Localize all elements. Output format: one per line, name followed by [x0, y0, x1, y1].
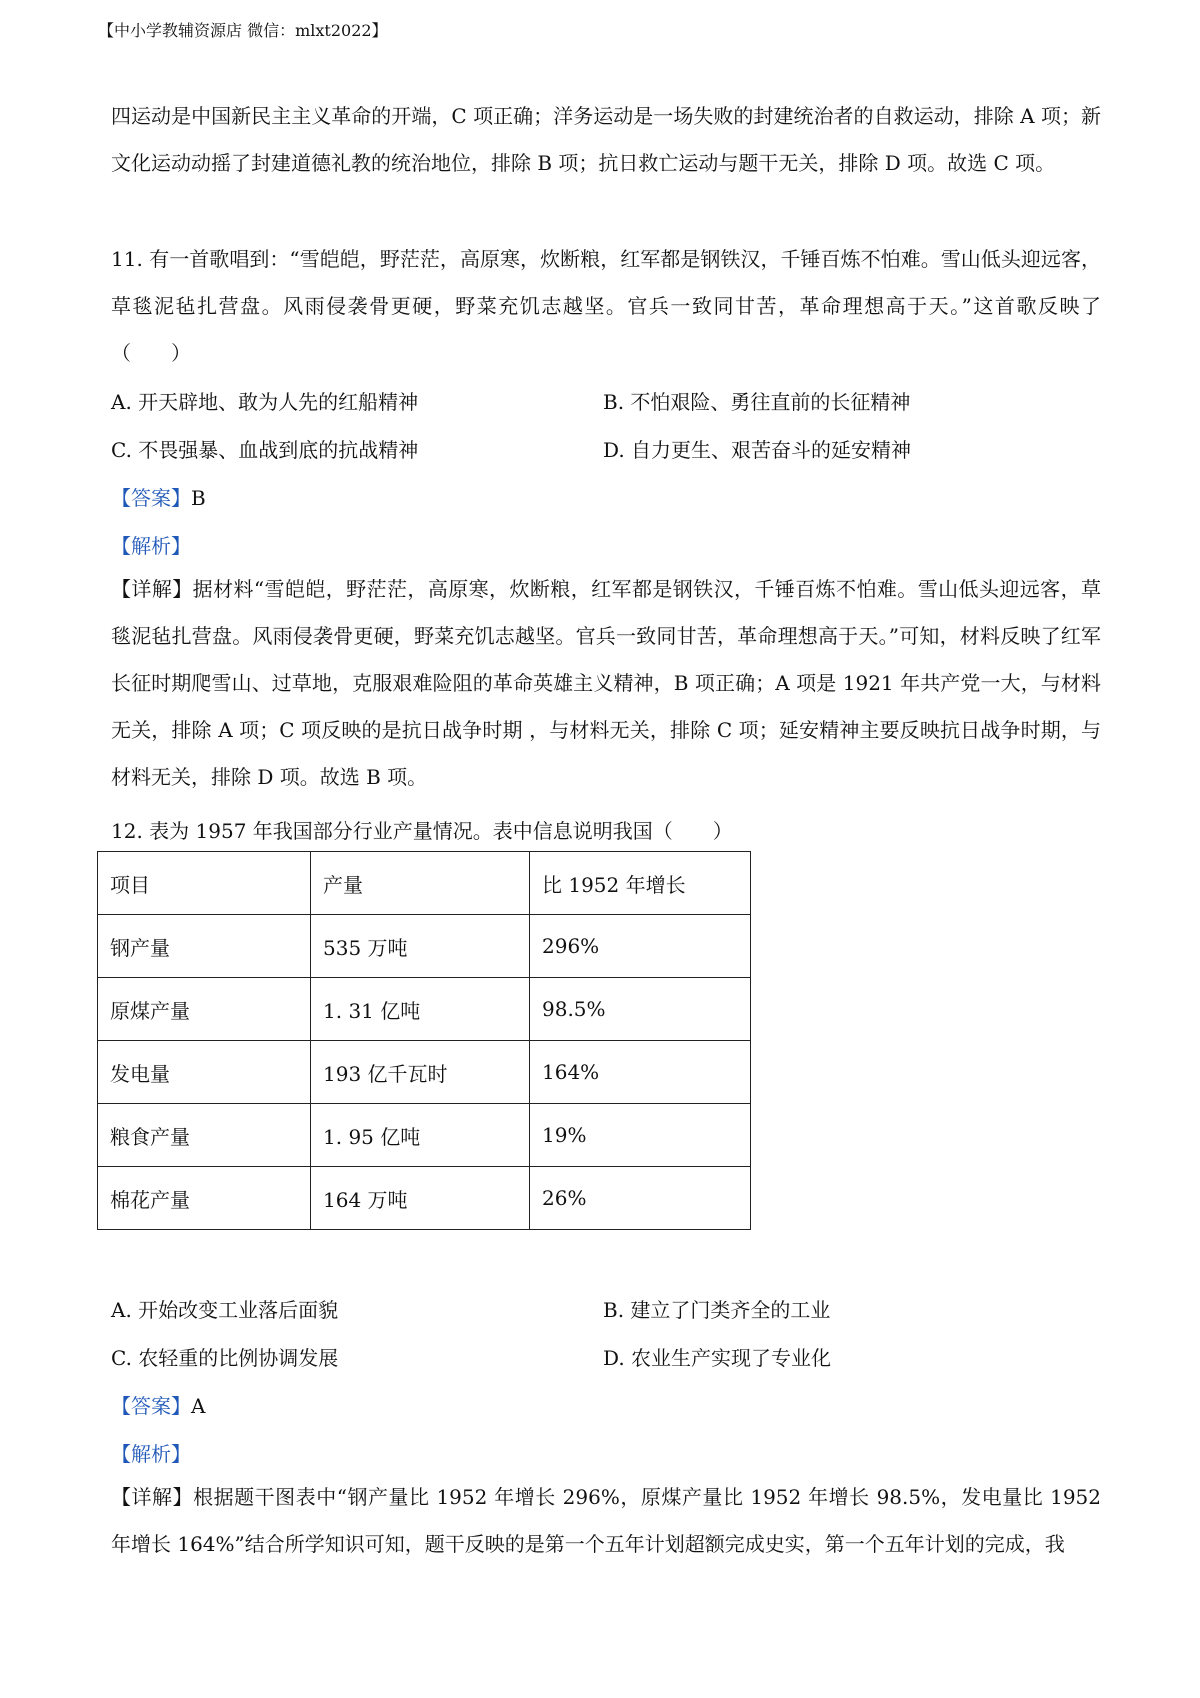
table-cell: 钢产量	[98, 915, 311, 978]
table-cell: 164 万吨	[311, 1167, 530, 1230]
q12-detail	[111, 1474, 1101, 1568]
table-cell: 19%	[530, 1104, 751, 1167]
table-row	[98, 1041, 751, 1104]
table-cell: 535 万吨	[311, 915, 530, 978]
table-cell: 比 1952 年增长	[530, 852, 751, 915]
q12-option-b: B. 建立了门类齐全的工业	[603, 1298, 831, 1322]
answer-value: A	[191, 1394, 206, 1418]
table-cell: 1. 31 亿吨	[311, 978, 530, 1041]
q12-option-d: D. 农业生产实现了专业化	[603, 1346, 832, 1370]
q12-stem: 12. 表为 1957 年我国部分行业产量情况。表中信息说明我国（ ）	[111, 819, 733, 843]
table-cell: 原煤产量	[98, 978, 311, 1041]
q11-option-c: C. 不畏强暴、血战到底的抗战精神	[111, 438, 419, 462]
detail-label: 【详解】	[111, 1485, 194, 1509]
table-row	[98, 1104, 751, 1167]
detail-label: 【详解】	[111, 577, 193, 601]
q12-analysis-label: 【解析】	[111, 1442, 191, 1466]
table-row	[98, 915, 751, 978]
detail-text: 据材料“雪皑皑，野茫茫，高原寒，炊断粮，红军都是钢铁汉，千锤百炼不怕难。雪山低头迎远客，草毯泥毡扎营盘。风雨侵袭骨更硬，野菜充饥志越坚。官兵一致同甘苦，革命理想高于天。”可知，材料反映了红军长征时期爬雪山、过草地，克服艰难险阻的革命英雄主义精神，B 项正确；A 项是 1921 年共产党一大，与材料无关，排除 A 项；C 项反映的是抗日战争时期 ，与材料无关，排除 C 项；延安精神主要反映抗日战争时期，与材料无关，排除 D 项。故选 B 项。	[111, 577, 1101, 789]
table-cell: 1. 95 亿吨	[311, 1104, 530, 1167]
table-cell: 项目	[98, 852, 311, 915]
q11-answer	[111, 482, 206, 511]
detail-text: 根据题干图表中“钢产量比 1952 年增长 296%，原煤产量比 1952 年增长 98.5%，发电量比 1952 年增长 164%”结合所学知识可知，题干反映的是第一个五年计划超额完成史实，第一个五年计划的完成，我	[111, 1485, 1102, 1556]
q12-option-c: C. 农轻重的比例协调发展	[111, 1346, 339, 1370]
table-row	[98, 1167, 751, 1230]
answer-value: B	[191, 486, 206, 510]
q11-option-b: B. 不怕艰险、勇往直前的长征精神	[603, 390, 911, 414]
q11-detail	[111, 566, 1101, 801]
answer-label: 【答案】	[111, 1394, 191, 1418]
table-cell: 296%	[530, 915, 751, 978]
table-cell: 193 亿千瓦时	[311, 1041, 530, 1104]
answer-label: 【答案】	[111, 486, 191, 510]
table-cell: 发电量	[98, 1041, 311, 1104]
table-cell: 产量	[311, 852, 530, 915]
q10-analysis-tail: 四运动是中国新民主主义革命的开端，C 项正确；洋务运动是一场失败的封建统治者的自救运动，排除 A 项；新文化运动动摇了封建道德礼教的统治地位，排除 B 项；抗日救亡运动与题干无关，排除 D 项。故选 C 项。	[111, 104, 1101, 175]
q12-answer	[111, 1390, 205, 1419]
table-header-row	[98, 852, 751, 915]
page-header: 【中小学教辅资源店 微信：mlxt2022】	[98, 21, 388, 40]
table-cell: 98.5%	[530, 978, 751, 1041]
q11-option-d: D. 自力更生、艰苦奋斗的延安精神	[603, 438, 912, 462]
q12-option-a: A. 开始改变工业落后面貌	[111, 1298, 339, 1322]
q11-stem: 11. 有一首歌唱到：“雪皑皑，野茫茫，高原寒，炊断粮，红军都是钢铁汉，千锤百炼不怕难。雪山低头迎远客，草毯泥毡扎营盘。风雨侵袭骨更硬，野菜充饥志越坚。官兵一致同甘苦，革命理想高于天。”这首歌反映了（ ）	[111, 247, 1101, 365]
table-cell: 棉花产量	[98, 1167, 311, 1230]
production-table	[97, 851, 751, 1230]
q11-option-a: A. 开天辟地、敢为人先的红船精神	[111, 390, 419, 414]
table-cell: 粮食产量	[98, 1104, 311, 1167]
table-cell: 164%	[530, 1041, 751, 1104]
q11-analysis-label: 【解析】	[111, 534, 191, 558]
table-cell: 26%	[530, 1167, 751, 1230]
table-row	[98, 978, 751, 1041]
